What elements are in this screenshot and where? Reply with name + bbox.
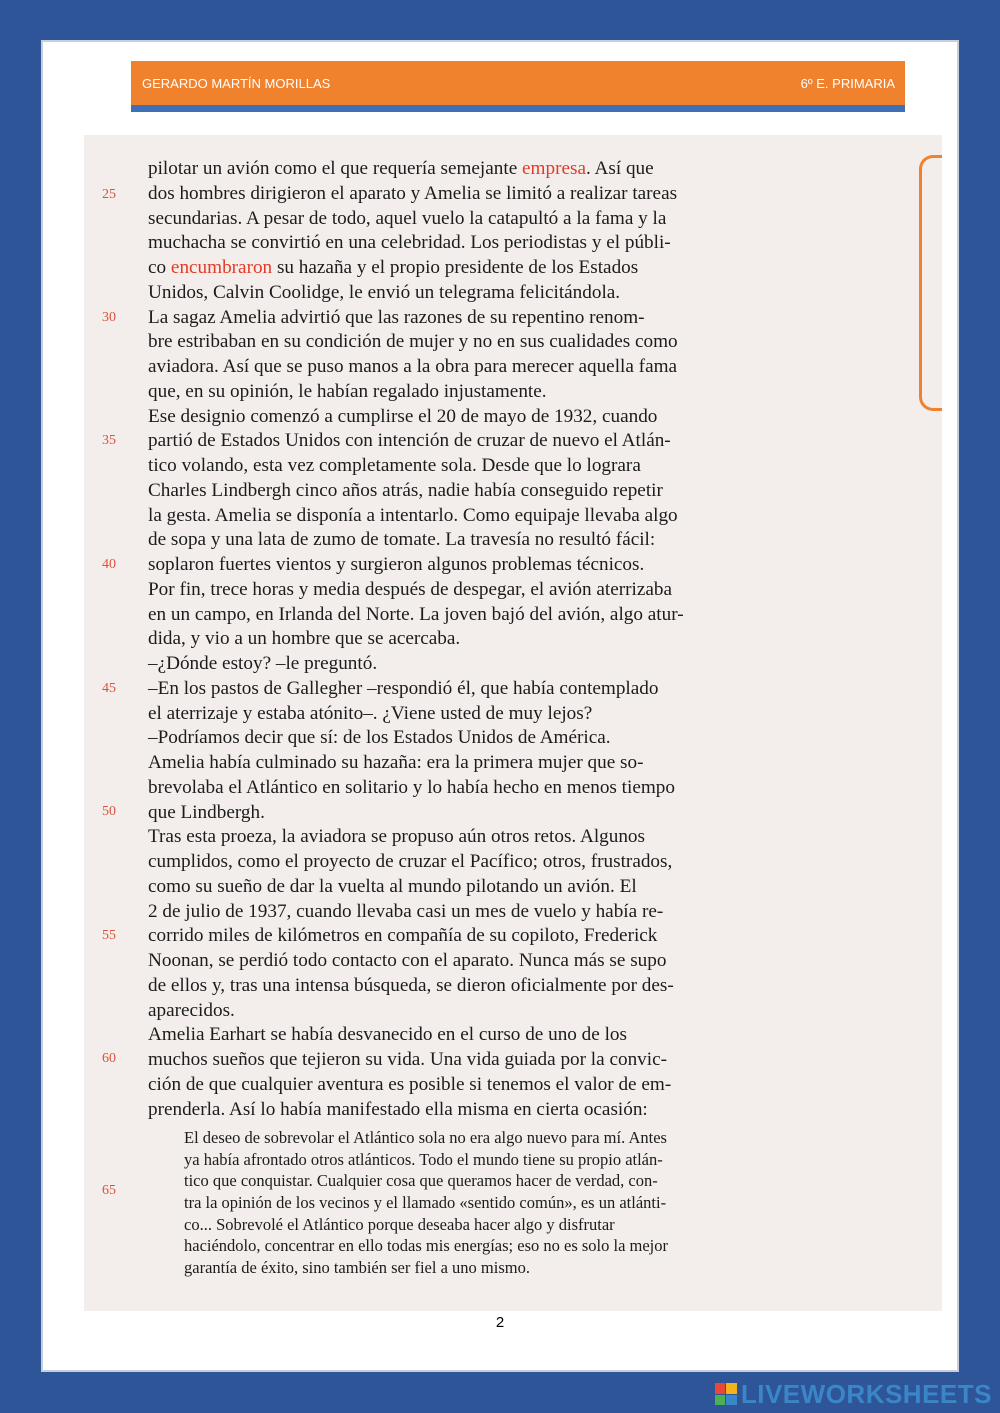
text-line — [148, 976, 674, 995]
line-number: 60 — [102, 1051, 116, 1066]
text-line — [148, 704, 592, 723]
text-line — [148, 555, 644, 574]
liveworksheets-logo-icon — [715, 1383, 737, 1405]
text-line — [148, 1100, 648, 1119]
text-line — [148, 679, 658, 698]
text-line — [148, 431, 671, 450]
text-segment: brevolaba el Atlántico en solitario y lo había hecho en menos tiempo — [148, 776, 675, 798]
text-line — [148, 877, 637, 896]
text-line — [148, 407, 657, 426]
text-segment: Charles Lindbergh cinco años atrás, nadie había conseguido repetir — [148, 479, 663, 501]
text-line — [148, 233, 671, 252]
text-line — [148, 209, 666, 228]
quote-line: garantía de éxito, sino también ser fiel a uno mismo. — [184, 1257, 530, 1277]
quote-line: haciéndolo, concentrar en ello todas mis energías; eso no es solo la mejor — [184, 1236, 669, 1256]
text-segment: de ellos y, tras una intensa búsqueda, se dieron oficialmente por des- — [148, 974, 674, 996]
text-segment: muchacha se convirtió en una celebridad. Los periodistas y el públi- — [148, 232, 671, 254]
text-segment: –En los pastos de Gallegher –respondió él, que había contemplado — [148, 677, 659, 699]
line-number: 25 — [102, 187, 116, 202]
text-segment: dos hombres dirigieron el aparato y Amelia se limitó a realizar tareas — [148, 182, 678, 204]
scanned-text-page — [84, 135, 942, 1311]
line-number: 30 — [102, 310, 116, 325]
text-segment: Amelia Earhart se había desvanecido en el curso de uno de los — [148, 1024, 627, 1046]
line-number: 65 — [102, 1183, 116, 1198]
text-segment: corrido miles de kilómetros en compañía de su copiloto, Frederick — [148, 925, 658, 947]
text-line — [148, 382, 547, 401]
page-header — [131, 61, 905, 105]
text-segment: Amelia había culminado su hazaña: era la primera mujer que so- — [148, 752, 644, 773]
highlighted-word: empresa — [522, 158, 586, 179]
text-segment: en un campo, en Irlanda del Norte. La joven bajó del avión, algo atur- — [148, 603, 684, 625]
text-segment: la gesta. Amelia se disponía a intentarlo. Como equipaje llevaba algo — [148, 504, 678, 526]
line-number: 35 — [102, 433, 116, 448]
quote-line: El deseo de sobrevolar el Atlántico sola no era algo nuevo para mí. Antes — [184, 1128, 667, 1148]
text-line — [148, 778, 675, 797]
text-segment: que Lindbergh. — [148, 801, 265, 823]
text-line — [148, 258, 638, 277]
text-segment: co — [148, 257, 171, 278]
brand-name: LIVEWORKSHEETS — [740, 1378, 992, 1409]
text-segment: dida, y vio a un hombre que se acercaba. — [148, 628, 461, 650]
quote-line: tico que conquistar. Cualquier cosa que queramos hacer de verdad, con- — [184, 1171, 658, 1191]
text-line — [148, 753, 643, 772]
line-number: 40 — [102, 557, 116, 572]
highlighted-word: encumbraron — [170, 257, 273, 278]
text-line — [148, 481, 663, 500]
quote-line: co... Sobrevolé el Atlántico porque deseaba hacer algo y disfrutar — [184, 1214, 615, 1234]
text-segment: Ese designio comenzó a cumplirse el 20 de mayo de 1932, cuando — [148, 405, 658, 427]
text-segment: aviadora. Así que se puso manos a la obra para merecer aquella fama — [148, 356, 678, 377]
text-line — [148, 530, 655, 549]
text-segment: muchos sueños que tejieron su vida. Una vida guiada por la convic- — [148, 1049, 667, 1070]
text-line — [148, 184, 677, 203]
text-line — [148, 283, 620, 302]
text-line — [148, 926, 657, 945]
text-segment: –¿Dónde estoy? –le preguntó. — [148, 653, 378, 674]
text-segment: su hazaña y el propio presidente de los Estados — [272, 257, 639, 278]
text-segment: cumplidos, como el proyecto de cruzar el Pacífico; otros, frustrados, — [148, 851, 673, 872]
text-line — [148, 357, 677, 376]
text-line — [148, 1001, 235, 1020]
text-line — [148, 803, 265, 822]
text-line — [148, 506, 678, 525]
text-segment: partió de Estados Unidos con intención de cruzar de nuevo el Atlán- — [148, 430, 671, 452]
text-segment: que, en su opinión, le habían regalado injustamente. — [148, 380, 547, 402]
text-segment: secundarias. A pesar de todo, aquel vuelo la catapultó a la fama y la — [148, 207, 667, 229]
text-segment: . Así que — [585, 158, 654, 179]
text-segment: aparecidos. — [148, 999, 235, 1021]
text-line — [148, 605, 684, 624]
text-line — [148, 654, 377, 673]
text-segment: La sagaz Amelia advirtió que las razones de su repentino renom- — [148, 306, 645, 328]
text-line — [148, 332, 678, 351]
text-segment: bre estribaban en su condición de mujer y no en sus cualidades como — [148, 331, 678, 353]
text-segment: –Podríamos decir que sí: de los Estados Unidos de América. — [148, 727, 611, 749]
line-number: 50 — [102, 804, 116, 819]
text-segment: prenderla. Así lo había manifestado ella misma en cierta ocasión: — [148, 1098, 648, 1120]
quote-line: tra la opinión de los vecinos y el llamado «sentido común», es un atlánti- — [184, 1193, 667, 1213]
text-segment: ción de que cualquier aventura es posible si tenemos el valor de em- — [148, 1073, 672, 1095]
text-line — [148, 580, 672, 599]
text-segment: pilotar un avión como el que requería semejante — [148, 158, 523, 179]
text-line — [148, 1075, 671, 1094]
text-segment: Unidos, Calvin Coolidge, le envió un telegrama felicitándola. — [148, 281, 621, 303]
text-segment: el aterrizaje y estaba atónito–. ¿Viene usted de muy lejos? — [148, 702, 593, 724]
text-line — [148, 951, 666, 970]
worksheet-page — [41, 40, 959, 1372]
text-line — [148, 308, 645, 327]
text-segment: soplaron fuertes vientos y surgieron algunos problemas técnicos. — [148, 554, 645, 575]
text-segment: de sopa y una lata de zumo de tomate. La travesía no resultó fácil: — [148, 529, 656, 551]
text-segment: 2 de julio de 1937, cuando llevaba casi un mes de vuelo y había re- — [148, 900, 664, 922]
text-segment: Tras esta proeza, la aviadora se propuso aún otros retos. Algunos — [148, 826, 645, 848]
text-segment: Noonan, se perdió todo contacto con el aparato. Nunca más se supo — [148, 950, 667, 971]
text-line — [148, 1050, 667, 1069]
text-line — [148, 159, 654, 178]
text-line — [148, 902, 663, 921]
line-number: 55 — [102, 928, 116, 943]
text-line — [148, 728, 611, 747]
header-underline — [131, 105, 905, 112]
liveworksheets-brand — [715, 1378, 992, 1410]
text-segment: como su sueño de dar la vuelta al mundo pilotando un avión. El — [148, 875, 637, 897]
text-line — [148, 629, 460, 648]
text-segment: Por fin, trece horas y media después de despegar, el avión aterrizaba — [148, 578, 673, 600]
author-name: GERARDO MARTÍN MORILLAS — [142, 75, 331, 91]
side-tab-decoration — [919, 155, 942, 411]
text-line — [148, 456, 641, 475]
grade-label: 6º E. PRIMARIA — [800, 75, 895, 91]
text-line — [148, 852, 672, 871]
quote-line: ya había afrontado otros atlánticos. Todo el mundo tiene su propio atlán- — [184, 1149, 663, 1169]
text-line — [148, 827, 645, 846]
text-segment: tico volando, esta vez completamente sola. Desde que lo lograra — [148, 455, 641, 476]
line-number: 45 — [102, 681, 116, 696]
text-line — [148, 1025, 627, 1044]
page-number: 2 — [495, 1314, 505, 1331]
